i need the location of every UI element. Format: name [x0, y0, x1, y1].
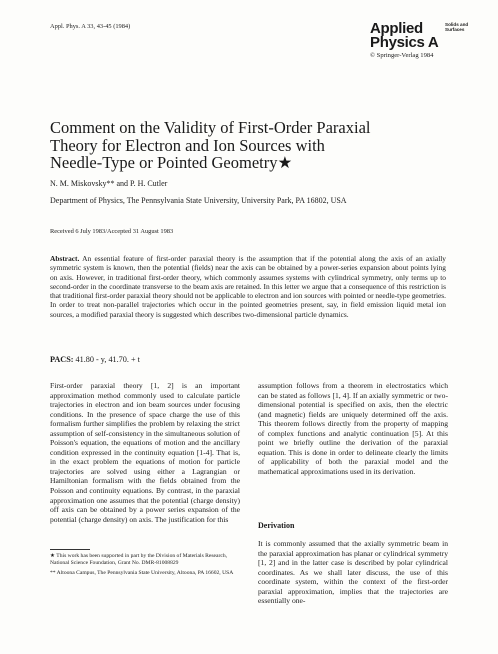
copyright: © Springer-Verlag 1984: [370, 52, 434, 59]
footnote-divider: [50, 549, 90, 550]
abstract: [50, 254, 446, 319]
section-heading-derivation: Derivation: [258, 521, 295, 530]
body-column-right: assumption follows from a theorem in electrostatics which can be stated as follows [1, 4]. If an axially symmetric or two-dimensional potential is specified on axis, then the electric (and magnetic) fields are uniquely determined off the axis. This theorem follows directly from the property of mapping of complex functions and analytic continuation [5]. At this point we briefly outline the derivation of the paraxial equation. This is done in order to delineate clearly the limits of applicability of both the paraxial model and the mathematical approximations used in its derivation.: [258, 381, 448, 476]
footnotes: [50, 553, 240, 577]
abstract-label: Abstract.: [50, 254, 80, 263]
received-date: Received 6 July 1983/Accepted 31 August 1983: [50, 228, 174, 235]
citation: Appl. Phys. A 33, 43-45 (1984): [50, 23, 131, 30]
authors: N. M. Miskovsky** and P. H. Cutler: [50, 179, 168, 188]
derivation-text: It is commonly assumed that the axially symmetric beam in the paraxial approximation has planar or cylindrical symmetry [1, 2] and in the latter case is described by polar cylindrical coordinates. As we shall later discuss, the use of this coordinate system, within the context of the first-order paraxial approximation, implies that the trajectories are essentially one-: [258, 539, 448, 606]
footnote-funding: ★ This work has been supported in part by the Division of Materials Research, National Science Foundation, Grant No. DMR-81008829: [50, 553, 228, 566]
abstract-text: An essential feature of first-order paraxial theory is the assumption that if the potential along the axis of an axially symmetric system is known, then the potential (fields) near the axis can be obtained by a power-series expansion about points lying on axis. However, in traditional first-order theory, which commonly assumes systems with cylindrical symmetry, only terms up to second-order in the coordinate transverse to the beam axis are retained. In this letter we argue that a consequence of this restriction is that traditional first-order paraxial theory should not be applicable to electron and ion sources with pointed or needle-type geometries. In order to treat non-parallel trajectories which occur in the pointed geometries present, say, in field emission liquid metal ion sources, a modified paraxial theory is suggested which describes two-dimensional particle dynamics.: [50, 254, 446, 319]
journal-name-line2: Physics A: [370, 34, 439, 51]
journal-logo: [370, 22, 470, 59]
journal-name-line1: Applied: [370, 20, 423, 37]
journal-subtitle: Solids and Surfaces: [445, 22, 469, 32]
body-column-left: First-order paraxial theory [1, 2] is an important approximation method commonly used to calculate particle trajectories in electron and ion beam sources under focusing conditions. In the presence of space charge the use of this formalism further simplifies the problem by relaxing the strict assumption of self-consistency in the simultaneous solution of Poisson's equation, the equations of motion and the ancillary condition expressed in the continuity equation [1-4]. That is, in the exact problem the equations of motion for particle trajectories are solved using either a Lagrangian or Hamiltonian formalism with the fields obtained from the Poisson and continuity equations. By contrast, in the paraxial approximation one assumes that the potential (charge density) off axis can be obtained by a power series expansion of the potential (charge density) on axis. The justification for this: [50, 381, 240, 524]
pacs-value: 41.80 - y, 41.70. + t: [73, 355, 140, 364]
pacs-label: PACS:: [50, 355, 74, 364]
article-title: Comment on the Validity of First-Order Paraxial Theory for Electron and Ion Sources with Needle-Type or Pointed Geometry★: [50, 118, 371, 172]
footnote-address: ** Altoona Campus, The Pennsylvania State University, Altoona, PA 16602, USA: [50, 570, 234, 576]
pacs: [50, 355, 140, 364]
affiliation: Department of Physics, The Pennsylvania State University, University Park, PA 16802, USA: [50, 196, 347, 205]
